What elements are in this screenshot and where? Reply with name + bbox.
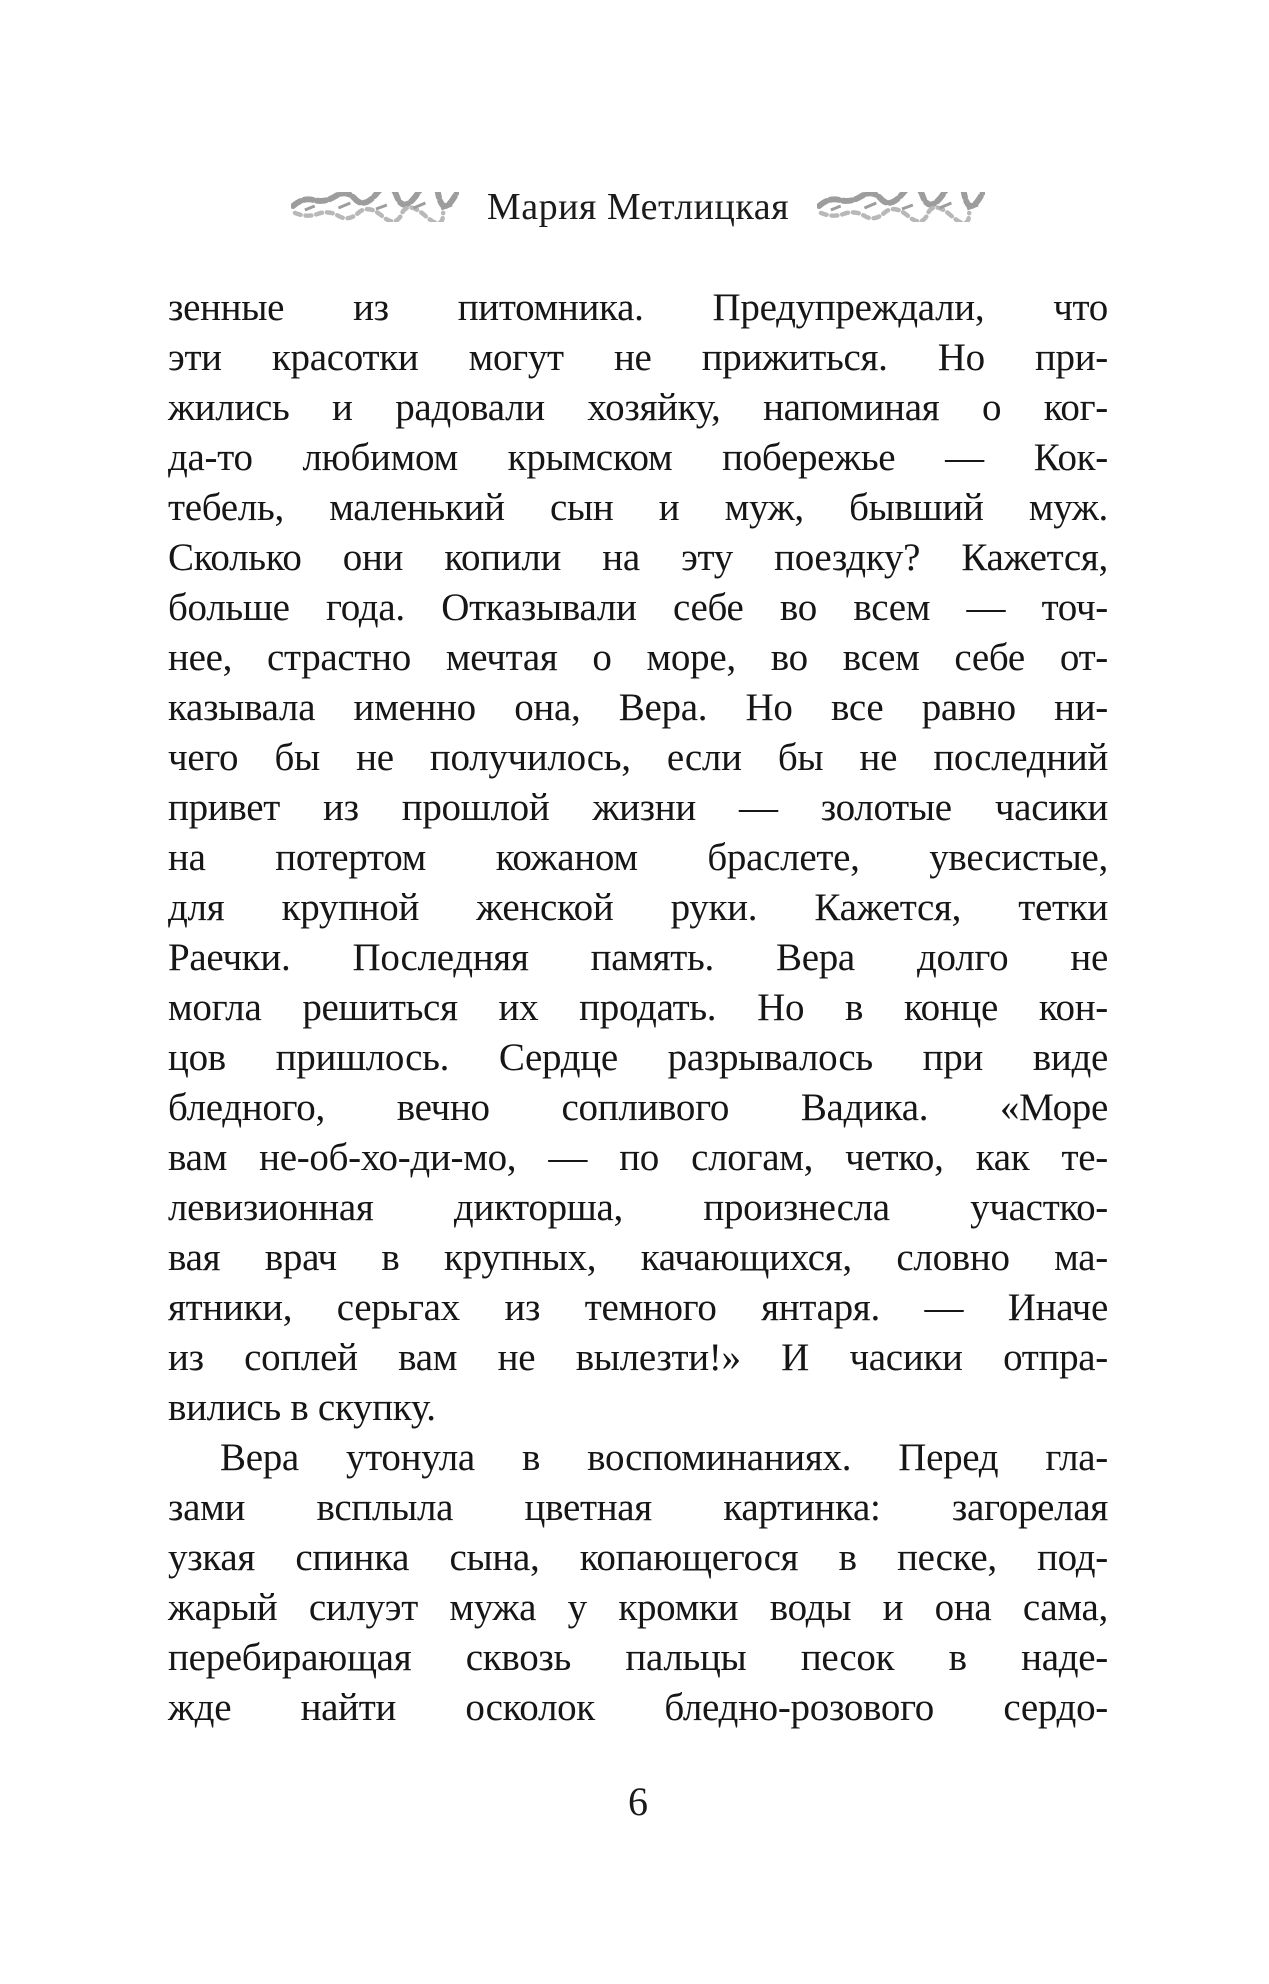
text-line: казывала именно она, Вера. Но все равно ни-	[168, 686, 1108, 729]
text-line: жарый силуэт мужа у кромки воды и она сама,	[168, 1586, 1108, 1629]
text-line: из соплей вам не вылезти!» И часики отпра-	[168, 1336, 1108, 1379]
twig-ornament-left-icon	[291, 192, 459, 222]
text-line: нее, страстно мечтая о море, во всем себе от-	[168, 636, 1108, 679]
page-header	[168, 186, 1108, 228]
text-line: жились и радовали хозяйку, напоминая о ког-	[168, 386, 1108, 429]
text-line: на потертом кожаном браслете, увесистые,	[168, 836, 1108, 879]
text-line: чего бы не получилось, если бы не последний	[168, 736, 1108, 779]
text-line: больше года. Отказывали себе во всем — точ-	[168, 586, 1108, 629]
page-number: 6	[628, 1779, 648, 1824]
text-line: вая врач в крупных, качающихся, словно ма-	[168, 1236, 1108, 1279]
text-line: зенные из питомника. Предупреждали, что	[168, 286, 1108, 329]
text-line: да-то любимом крымском побережье — Кок-	[168, 436, 1108, 479]
twig-ornament-right-icon	[817, 192, 985, 222]
text-line: Вера утонула в воспоминаниях. Перед гла-	[220, 1436, 1108, 1479]
text-line: Сколько они копили на эту поездку? Кажется,	[168, 536, 1108, 579]
page-text	[168, 283, 1108, 1733]
text-line: вились в скупку.	[168, 1386, 436, 1429]
text-line: ятники, серьгах из темного янтаря. — Иначе	[168, 1286, 1108, 1329]
text-line: жде найти осколок бледно-розового сердо-	[168, 1686, 1108, 1729]
text-line: привет из прошлой жизни — золотые часики	[168, 786, 1108, 829]
text-line: могла решиться их продать. Но в конце кон-	[168, 986, 1108, 1029]
text-line: для крупной женской руки. Кажется, тетки	[168, 886, 1108, 929]
text-line: тебель, маленький сын и муж, бывший муж.	[168, 486, 1108, 529]
text-line: вам не-об-хо-ди-мо, — по слогам, четко, как те-	[168, 1136, 1108, 1179]
text-line: левизионная дикторша, произнесла участко-	[168, 1186, 1108, 1229]
text-line: узкая спинка сына, копающегося в песке, под-	[168, 1536, 1108, 1579]
text-line: цов пришлось. Сердце разрывалось при виде	[168, 1036, 1108, 1079]
author-header: Мария Метлицкая	[486, 186, 790, 228]
text-line: перебирающая сквозь пальцы песок в наде-	[168, 1636, 1108, 1679]
text-line: бледного, вечно сопливого Вадика. «Море	[168, 1086, 1108, 1129]
text-line: эти красотки могут не прижиться. Но при-	[168, 336, 1108, 379]
text-line: зами всплыла цветная картинка: загорелая	[168, 1486, 1108, 1529]
text-line: Раечки. Последняя память. Вера долго не	[168, 936, 1108, 979]
